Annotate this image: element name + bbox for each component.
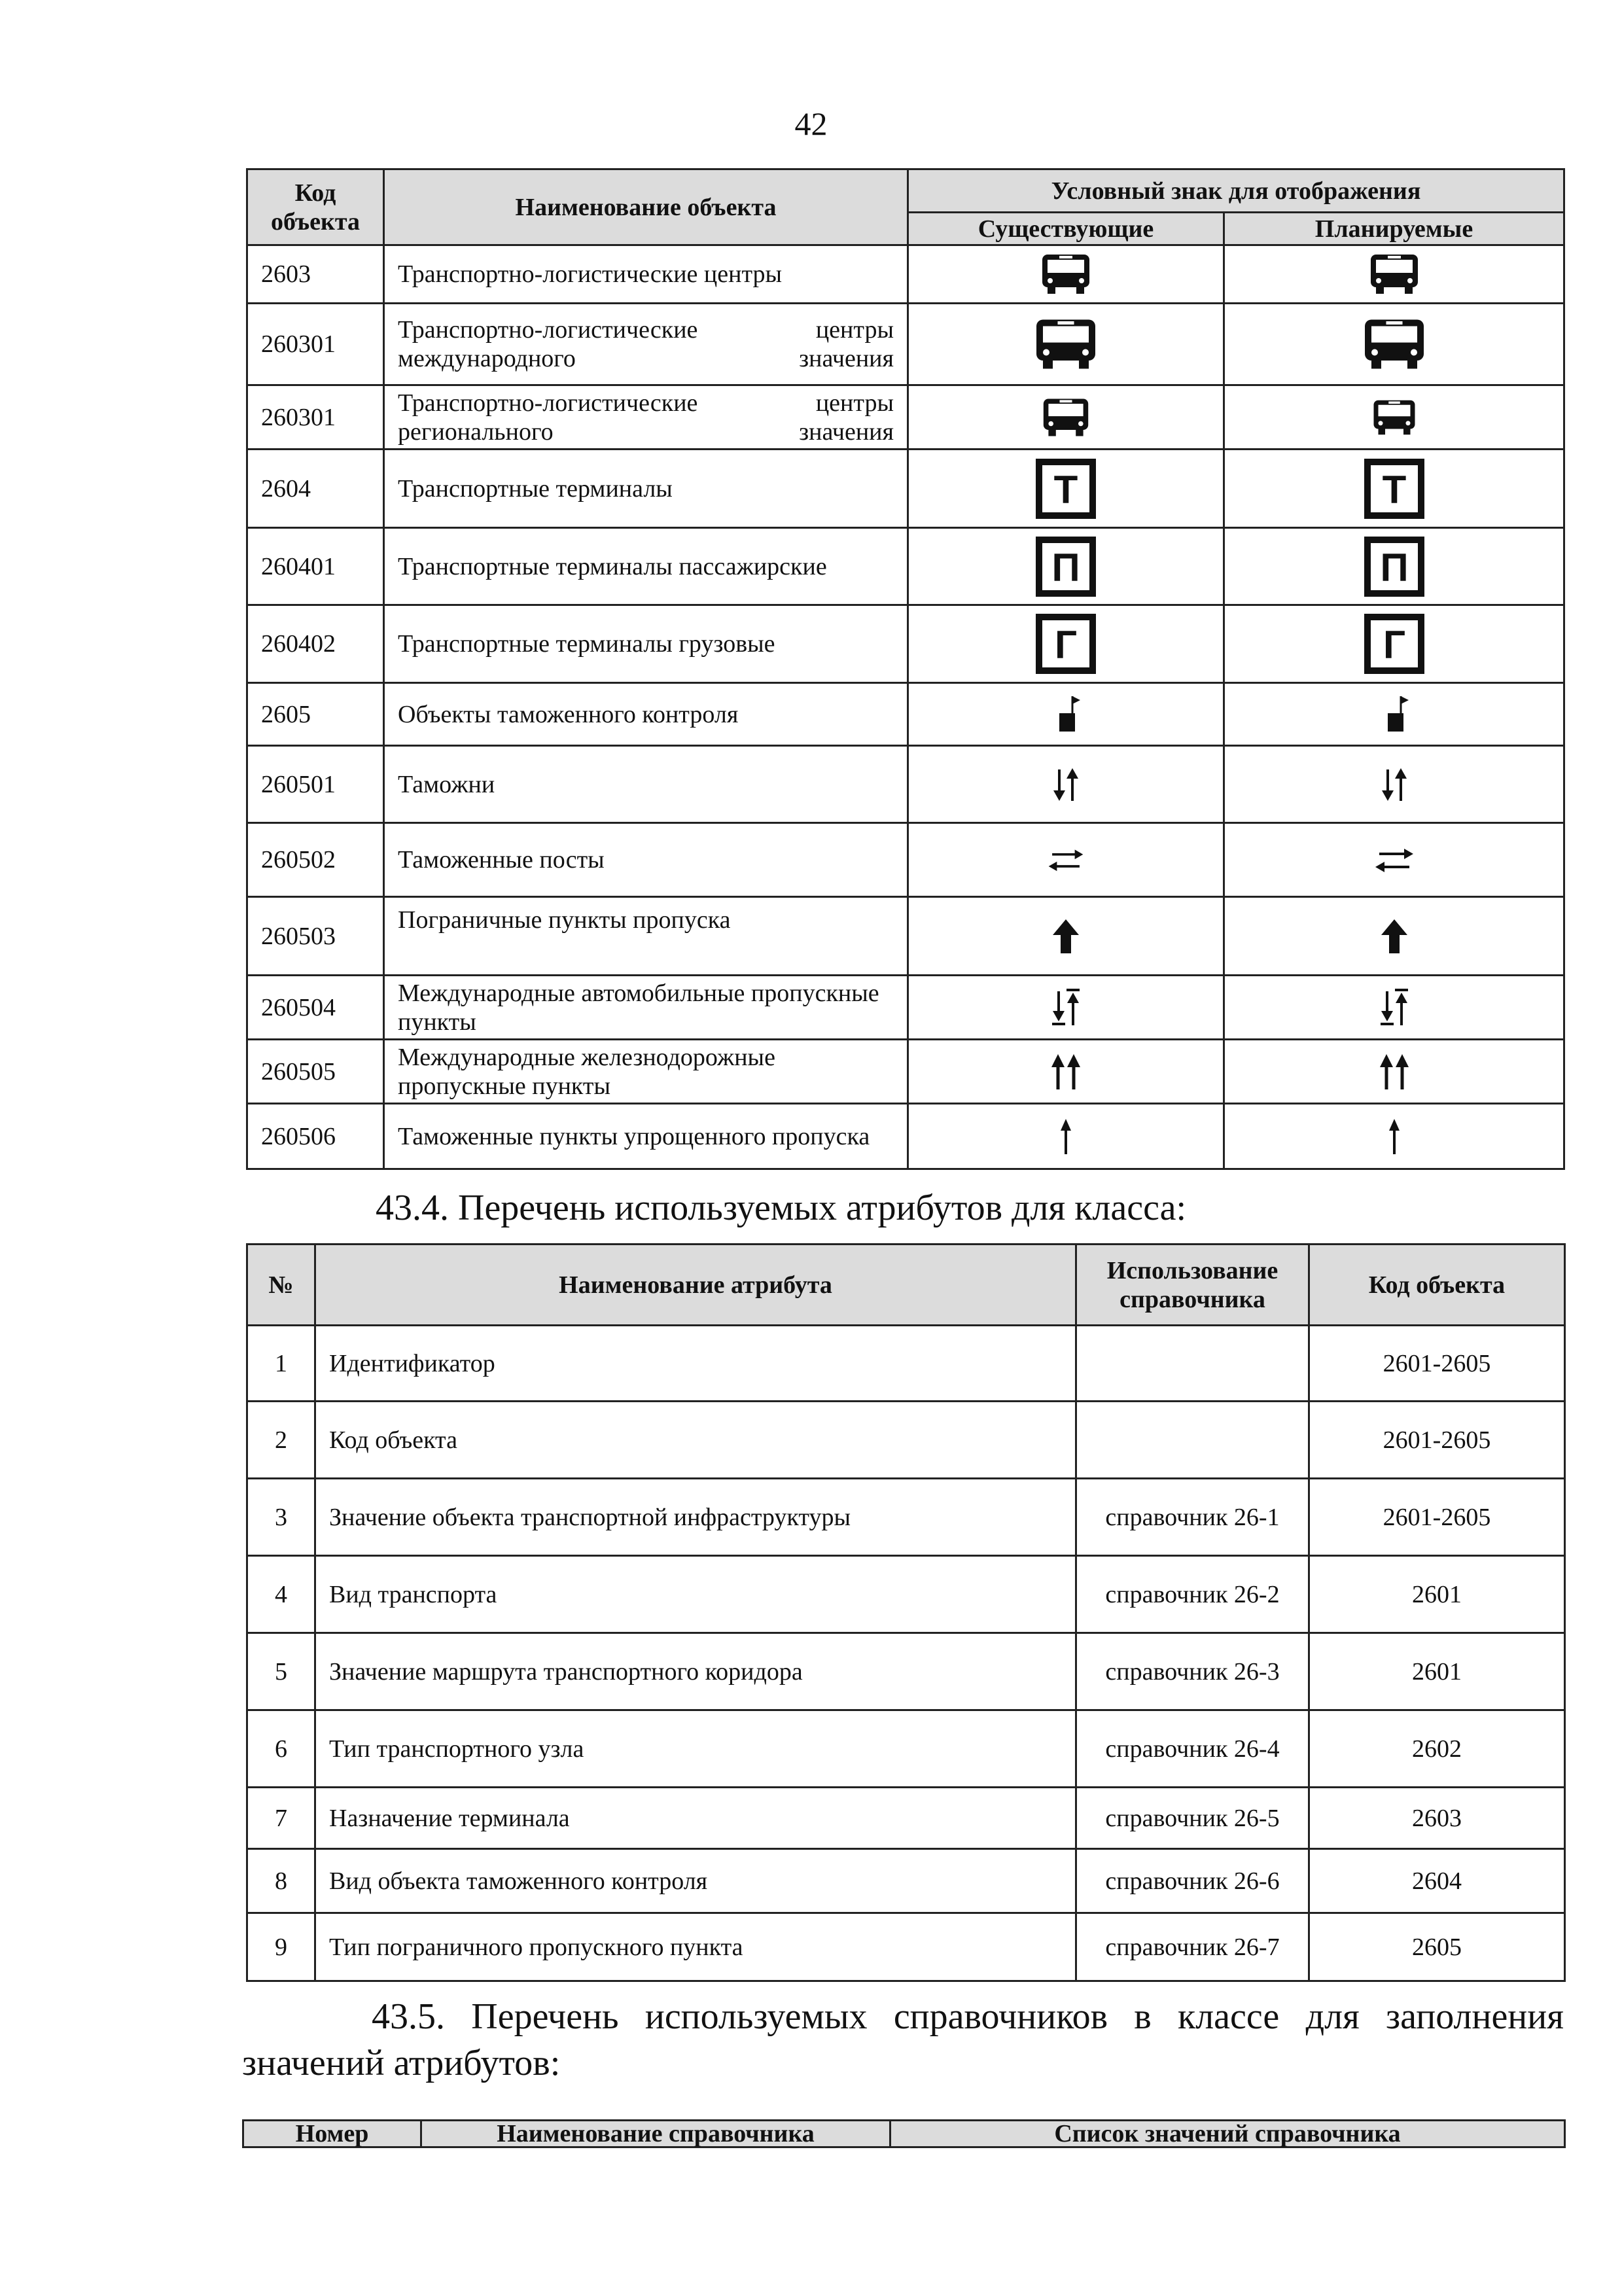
flag-icon — [1046, 695, 1085, 734]
attr-object-code: 2601-2605 — [1309, 1402, 1565, 1479]
attr-object-code: 2601-2605 — [1309, 1326, 1565, 1402]
object-code: 260504 — [247, 976, 384, 1040]
attr-num: 3 — [247, 1479, 315, 1556]
double-arrow-up-icon — [1375, 1051, 1414, 1092]
bus-icon — [1040, 253, 1092, 295]
table-row — [247, 528, 1564, 605]
attr-name: Вид объекта таможенного контроля — [315, 1849, 1076, 1913]
table-row — [247, 1710, 1565, 1788]
attr-directory: справочник 26-4 — [1076, 1710, 1309, 1788]
table-row — [247, 1479, 1565, 1556]
arrow-up-bold-icon — [1046, 917, 1085, 956]
table-row — [247, 1326, 1565, 1402]
terminal-p-icon — [1033, 534, 1099, 599]
table-row — [247, 1788, 1565, 1849]
object-code: 2604 — [247, 450, 384, 528]
header-symbol: Условный знак для отображения — [908, 169, 1564, 213]
object-name: Транспортные терминалы пассажирские — [384, 528, 908, 605]
svg-text:Т: Т — [1382, 467, 1406, 512]
attr-object-code: 2601 — [1309, 1633, 1565, 1710]
attr-object-code: 2603 — [1309, 1788, 1565, 1849]
attr-name: Идентификатор — [315, 1326, 1076, 1402]
header-planned: Планируемые — [1224, 213, 1564, 245]
object-code: 260402 — [247, 605, 384, 683]
arrow-up-thin-icon — [1046, 1116, 1085, 1157]
table-row — [247, 1104, 1564, 1169]
attr-object-code: 2601 — [1309, 1556, 1565, 1633]
attr-num: 8 — [247, 1849, 315, 1913]
flag-icon — [1375, 695, 1414, 734]
terminal-g-icon — [1033, 611, 1099, 677]
object-name: Объекты таможенного контроля — [384, 683, 908, 746]
terminal-t-icon — [1362, 456, 1427, 521]
object-name: Транспортно-логистические центры — [384, 245, 908, 304]
attr-name: Код объекта — [315, 1402, 1076, 1479]
arrow-up-thin-icon — [1375, 1116, 1414, 1157]
arrow-up-bold-icon — [1375, 917, 1414, 956]
table-row — [247, 683, 1564, 746]
attr-num: 9 — [247, 1913, 315, 1981]
bus-large-icon — [1362, 317, 1427, 371]
object-code: 260401 — [247, 528, 384, 605]
attr-name: Тип транспортного узла — [315, 1710, 1076, 1788]
header-directory-values: Список значений справочника — [890, 2121, 1565, 2147]
object-name: Международные железнодорожные пропускные пункты — [384, 1040, 908, 1104]
terminal-g-icon — [1362, 611, 1427, 677]
attr-num: 6 — [247, 1710, 315, 1788]
attr-num: 5 — [247, 1633, 315, 1710]
svg-text:Г: Г — [1054, 623, 1078, 667]
section-heading-43-4: 43.4. Перечень используемых атрибутов для класса: — [376, 1188, 1187, 1228]
object-name: Международные автомобильные пропускные пункты — [384, 976, 908, 1040]
attr-name: Вид транспорта — [315, 1556, 1076, 1633]
arrows-up-down-bar-icon — [1375, 987, 1414, 1028]
symbols-table — [246, 168, 1565, 1170]
table-row — [247, 450, 1564, 528]
object-name: Таможни — [384, 746, 908, 823]
header-object-code: Код объекта — [1309, 1245, 1565, 1326]
attr-name: Тип пограничного пропускного пункта — [315, 1913, 1076, 1981]
terminal-p-icon — [1362, 534, 1427, 599]
double-arrow-up-icon — [1046, 1051, 1085, 1092]
table-row — [247, 304, 1564, 385]
header-attribute-name: Наименование атрибута — [315, 1245, 1076, 1326]
attr-directory: справочник 26-5 — [1076, 1788, 1309, 1849]
terminal-t-icon — [1033, 456, 1099, 521]
directories-table — [242, 2119, 1566, 2148]
arrows-up-down-icon — [1048, 766, 1084, 804]
attr-num: 2 — [247, 1402, 315, 1479]
attr-object-code: 2605 — [1309, 1913, 1565, 1981]
table-row — [247, 1040, 1564, 1104]
table-row — [247, 1556, 1565, 1633]
header-directory: Использование справочника — [1076, 1245, 1309, 1326]
bus-icon — [1041, 397, 1091, 438]
table-row — [247, 1913, 1565, 1981]
table-row — [247, 385, 1564, 450]
attr-directory: справочник 26-3 — [1076, 1633, 1309, 1710]
attr-object-code: 2604 — [1309, 1849, 1565, 1913]
bus-large-icon — [1033, 317, 1099, 371]
attr-directory: справочник 26-1 — [1076, 1479, 1309, 1556]
object-name: Таможенные посты — [384, 823, 908, 897]
header-num: № — [247, 1245, 315, 1326]
table-row — [247, 897, 1564, 976]
attr-num: 7 — [247, 1788, 315, 1849]
object-name: Транспортно-логистические центры международного значения — [384, 304, 908, 385]
table-row — [247, 245, 1564, 304]
attributes-table — [246, 1243, 1566, 1982]
attr-directory: справочник 26-6 — [1076, 1849, 1309, 1913]
svg-text:П: П — [1051, 545, 1080, 590]
object-code: 260501 — [247, 746, 384, 823]
object-name: Пограничные пункты пропуска — [384, 897, 908, 976]
arrows-up-down-bar-icon — [1046, 987, 1085, 1028]
table-row — [247, 976, 1564, 1040]
svg-text:Г: Г — [1383, 623, 1405, 667]
object-code: 260506 — [247, 1104, 384, 1169]
attr-directory: справочник 26-2 — [1076, 1556, 1309, 1633]
object-code: 260301 — [247, 304, 384, 385]
table-row — [247, 1402, 1565, 1479]
attr-directory — [1076, 1326, 1309, 1402]
header-code: Код объекта — [247, 169, 384, 245]
arrows-left-right-icon — [1373, 840, 1416, 879]
attr-num: 4 — [247, 1556, 315, 1633]
attr-object-code: 2602 — [1309, 1710, 1565, 1788]
table-row — [247, 1633, 1565, 1710]
svg-text:П: П — [1379, 545, 1409, 590]
table-row — [247, 823, 1564, 897]
svg-text:Т: Т — [1053, 467, 1078, 512]
header-directory-name: Наименование справочника — [421, 2121, 890, 2147]
attr-directory — [1076, 1402, 1309, 1479]
page-number: 42 — [794, 105, 828, 142]
attr-object-code: 2601-2605 — [1309, 1479, 1565, 1556]
attr-name: Значение объекта транспортной инфраструктуры — [315, 1479, 1076, 1556]
attr-num: 1 — [247, 1326, 315, 1402]
table-row — [247, 605, 1564, 683]
attr-directory: справочник 26-7 — [1076, 1913, 1309, 1981]
arrows-up-down-icon — [1376, 766, 1413, 804]
table-row — [247, 1849, 1565, 1913]
object-name: Таможенные пункты упрощенного пропуска — [384, 1104, 908, 1169]
object-code: 260301 — [247, 385, 384, 450]
bus-icon — [1368, 253, 1420, 295]
object-code: 2603 — [247, 245, 384, 304]
object-name: Транспортно-логистические центры регионального значения — [384, 385, 908, 450]
object-code: 260503 — [247, 897, 384, 976]
attr-name: Значение маршрута транспортного коридора — [315, 1633, 1076, 1710]
table-row — [247, 746, 1564, 823]
object-code: 260502 — [247, 823, 384, 897]
object-name: Транспортные терминалы грузовые — [384, 605, 908, 683]
section-heading-43-5-continued: значений атрибутов: — [242, 2043, 561, 2083]
section-heading-43-5: 43.5. Перечень используемых справочников в классе для заполнения — [372, 1996, 1564, 2037]
object-code: 2605 — [247, 683, 384, 746]
attr-name: Назначение терминала — [315, 1788, 1076, 1849]
bus-icon — [1371, 397, 1417, 438]
object-name: Транспортные терминалы — [384, 450, 908, 528]
header-existing: Существующие — [908, 213, 1224, 245]
header-name: Наименование объекта — [384, 169, 908, 245]
object-code: 260505 — [247, 1040, 384, 1104]
arrows-left-right-icon — [1046, 842, 1085, 877]
header-number: Номер — [243, 2121, 421, 2147]
